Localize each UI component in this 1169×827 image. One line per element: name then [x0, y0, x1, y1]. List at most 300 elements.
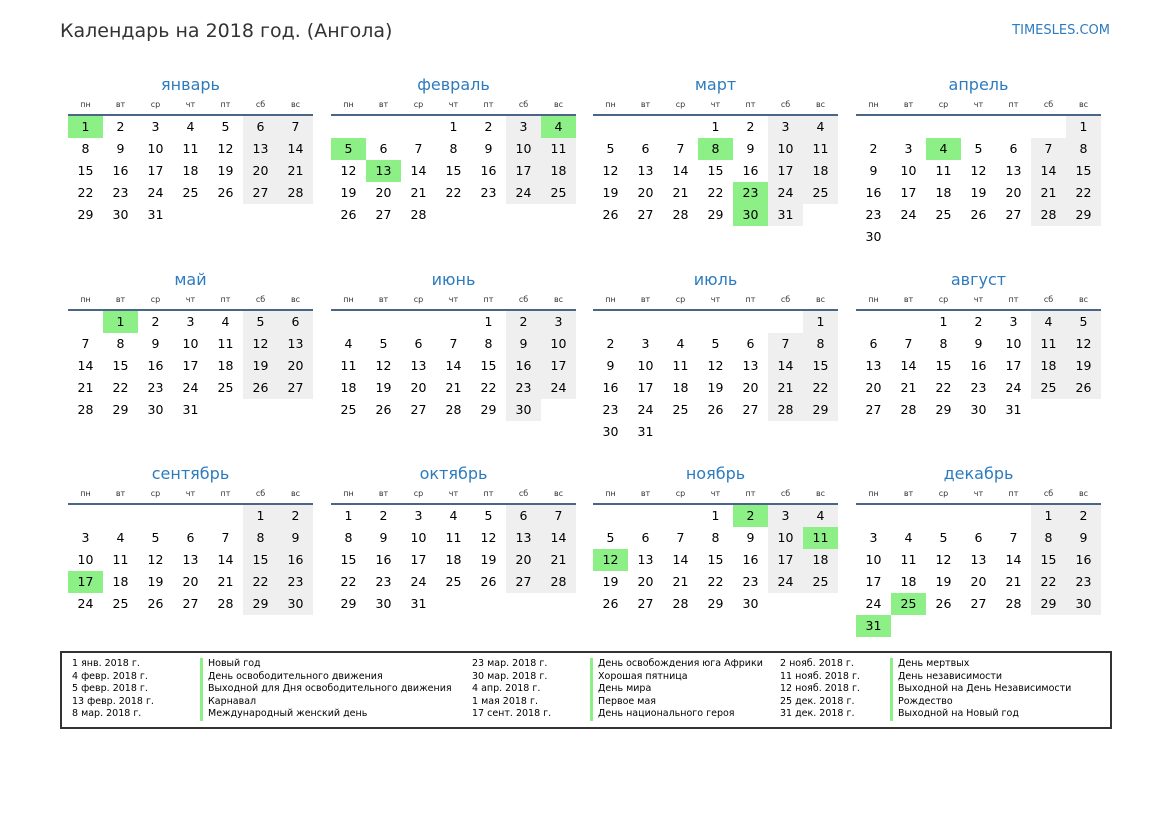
month-name: декабрь [943, 464, 1014, 483]
day-cell: 30 [1066, 593, 1101, 615]
day-cell: 9 [1066, 527, 1101, 549]
day-cell: 14 [1005, 552, 1022, 567]
day-cell: 9 [278, 527, 313, 549]
day-cell: 20 [637, 574, 654, 589]
weekday-label: пн [868, 100, 879, 109]
weekday-label: пн [80, 100, 91, 109]
weekday-label: чт [448, 295, 459, 304]
day-cell: 18 [445, 552, 462, 567]
empty-day-cell [663, 505, 698, 527]
day-cell: 18 [112, 574, 129, 589]
day-cell: 21 [410, 185, 427, 200]
month-name: сентябрь [151, 464, 230, 483]
day-cell: 19 [602, 185, 619, 200]
day-cell: 23 [970, 380, 987, 395]
day-cell: 2 [116, 119, 125, 134]
day-cell: 27 [243, 182, 278, 204]
day-cell: 17 [147, 163, 164, 178]
weekday-label: пт [1008, 100, 1019, 109]
day-cell: 7 [676, 530, 685, 545]
day-cell: 29 [243, 593, 278, 615]
holiday-date: 5 февр. 2018 г. [72, 683, 148, 695]
day-cell: 10 [77, 552, 94, 567]
day-cell: 8 [484, 336, 493, 351]
days-grid [68, 311, 313, 421]
weekday-label: вт [378, 489, 389, 498]
weekday-label: ср [413, 295, 424, 304]
day-cell: 11 [541, 138, 576, 160]
day-cell: 9 [746, 141, 755, 156]
day-cell: 4 [221, 314, 230, 329]
day-cell: 28 [278, 182, 313, 204]
empty-day-cell [68, 311, 103, 333]
days-grid [856, 116, 1101, 248]
weekday-header [593, 98, 838, 112]
day-cell: 16 [742, 163, 759, 178]
holiday-name: День освободительного движения [200, 671, 383, 684]
empty-day-cell [856, 505, 891, 527]
empty-day-cell [366, 116, 401, 138]
holiday-day-cell: 1 [68, 116, 103, 138]
weekday-label: сб [780, 295, 791, 304]
weekday-label: пн [605, 489, 616, 498]
day-cell: 5 [379, 336, 388, 351]
holiday-name: Выходной на Новый год [890, 708, 1019, 721]
day-cell: 17 [637, 380, 654, 395]
empty-day-cell [436, 311, 471, 333]
day-cell: 22 [340, 574, 357, 589]
weekday-label: чт [185, 100, 196, 109]
day-cell: 24 [541, 377, 576, 399]
day-cell: 1 [1066, 116, 1101, 138]
day-cell: 2 [869, 141, 878, 156]
empty-day-cell [663, 116, 698, 138]
weekday-label: пт [220, 489, 231, 498]
day-cell: 9 [746, 530, 755, 545]
holiday-name: Выходной для Дня освободительного движения [200, 683, 452, 696]
holiday-name: День национального героя [590, 708, 735, 721]
month-name: март [694, 75, 737, 94]
day-cell: 22 [112, 380, 129, 395]
weekday-label: чт [710, 100, 721, 109]
day-cell: 17 [900, 185, 917, 200]
day-cell: 14 [1031, 160, 1066, 182]
weekday-label: чт [973, 295, 984, 304]
empty-day-cell [891, 505, 926, 527]
day-cell: 20 [182, 574, 199, 589]
day-cell: 20 [865, 380, 882, 395]
day-cell: 1 [449, 119, 458, 134]
weekday-label: сб [255, 100, 266, 109]
weekday-header [68, 293, 313, 307]
day-cell: 24 [865, 596, 882, 611]
empty-day-cell [961, 116, 996, 138]
day-cell: 23 [112, 185, 129, 200]
holiday-date: 2 нояб. 2018 г. [780, 658, 854, 669]
day-cell: 19 [707, 380, 724, 395]
day-cell: 28 [900, 402, 917, 417]
day-cell: 21 [541, 549, 576, 571]
weekday-label: вт [378, 100, 389, 109]
weekday-label: пт [483, 100, 494, 109]
day-cell: 28 [541, 571, 576, 593]
day-cell: 11 [935, 163, 952, 178]
day-cell: 9 [606, 358, 615, 373]
day-cell: 10 [410, 530, 427, 545]
holiday-name: Новый год [200, 658, 261, 671]
day-cell: 8 [243, 527, 278, 549]
day-cell: 6 [414, 336, 423, 351]
day-cell: 23 [506, 377, 541, 399]
weekday-header [593, 487, 838, 501]
day-cell: 7 [81, 336, 90, 351]
day-cell: 26 [935, 596, 952, 611]
holiday-day-cell: 4 [926, 138, 961, 160]
day-cell: 31 [410, 596, 427, 611]
day-cell: 26 [375, 402, 392, 417]
day-cell: 1 [711, 119, 720, 134]
weekday-label: чт [710, 295, 721, 304]
days-grid [68, 116, 313, 226]
day-cell: 30 [742, 596, 759, 611]
day-cell: 16 [970, 358, 987, 373]
day-cell: 29 [480, 402, 497, 417]
day-cell: 9 [974, 336, 983, 351]
day-cell: 22 [1066, 182, 1101, 204]
day-cell: 19 [217, 163, 234, 178]
holiday-name: День освобождения юга Африки [590, 658, 763, 671]
day-cell: 6 [278, 311, 313, 333]
weekday-label: ср [675, 295, 686, 304]
day-cell: 24 [900, 207, 917, 222]
holiday-name: Международный женский день [200, 708, 367, 721]
month-name: июнь [431, 270, 476, 289]
day-cell: 2 [606, 336, 615, 351]
day-cell: 26 [340, 207, 357, 222]
holiday-date: 4 февр. 2018 г. [72, 670, 148, 682]
month-8 [68, 463, 313, 615]
weekday-label: пн [343, 489, 354, 498]
weekday-label: вс [553, 100, 564, 109]
day-cell: 4 [449, 508, 458, 523]
day-cell: 18 [935, 185, 952, 200]
holiday-name: День мертвых [890, 658, 969, 671]
day-cell: 17 [768, 549, 803, 571]
month-name: август [950, 270, 1007, 289]
day-cell: 8 [449, 141, 458, 156]
day-cell: 17 [541, 355, 576, 377]
day-cell: 7 [676, 141, 685, 156]
day-cell: 27 [742, 402, 759, 417]
month-2 [593, 74, 838, 226]
day-cell: 28 [410, 207, 427, 222]
day-cell: 18 [1031, 355, 1066, 377]
day-cell: 2 [974, 314, 983, 329]
day-cell: 15 [112, 358, 129, 373]
day-cell: 22 [803, 377, 838, 399]
empty-day-cell [401, 311, 436, 333]
weekday-label: пн [868, 295, 879, 304]
day-cell: 6 [746, 336, 755, 351]
day-cell: 1 [803, 311, 838, 333]
day-cell: 6 [1009, 141, 1018, 156]
day-cell: 4 [904, 530, 913, 545]
day-cell: 12 [602, 163, 619, 178]
month-name: октябрь [419, 464, 488, 483]
weekday-label: ср [150, 100, 161, 109]
day-cell: 14 [77, 358, 94, 373]
day-cell: 25 [935, 207, 952, 222]
holiday-name: Выходной на День Независимости [890, 683, 1071, 696]
day-cell: 15 [707, 163, 724, 178]
empty-day-cell [103, 505, 138, 527]
day-cell: 26 [602, 596, 619, 611]
month-1 [331, 74, 576, 226]
day-cell: 11 [217, 336, 234, 351]
weekday-label: вс [1078, 100, 1089, 109]
day-cell: 11 [112, 552, 129, 567]
days-grid [856, 311, 1101, 421]
day-cell: 20 [742, 380, 759, 395]
holiday-name: Рождество [890, 696, 953, 709]
day-cell: 14 [672, 552, 689, 567]
weekday-header [856, 487, 1101, 501]
day-cell: 18 [900, 574, 917, 589]
day-cell: 31 [1005, 402, 1022, 417]
day-cell: 22 [243, 571, 278, 593]
day-cell: 14 [672, 163, 689, 178]
day-cell: 26 [243, 377, 278, 399]
weekday-label: вс [290, 100, 301, 109]
day-cell: 16 [375, 552, 392, 567]
day-cell: 5 [606, 141, 615, 156]
day-cell: 31 [182, 402, 199, 417]
weekday-label: ср [150, 489, 161, 498]
day-cell: 19 [970, 185, 987, 200]
weekday-label: ср [938, 295, 949, 304]
day-cell: 7 [904, 336, 913, 351]
weekday-label: вт [903, 489, 914, 498]
empty-day-cell [366, 311, 401, 333]
day-cell: 13 [637, 163, 654, 178]
day-cell: 20 [970, 574, 987, 589]
day-cell: 11 [340, 358, 357, 373]
day-cell: 28 [1031, 204, 1066, 226]
weekday-label: чт [448, 489, 459, 498]
day-cell: 5 [939, 530, 948, 545]
day-cell: 26 [480, 574, 497, 589]
day-cell: 12 [480, 530, 497, 545]
weekday-label: пт [1008, 295, 1019, 304]
month-0 [68, 74, 313, 226]
month-9 [331, 463, 576, 615]
holiday-day-cell: 8 [698, 138, 733, 160]
empty-day-cell [628, 311, 663, 333]
empty-day-cell [628, 116, 663, 138]
holiday-day-cell: 31 [856, 615, 891, 637]
day-cell: 25 [112, 596, 129, 611]
holiday-date: 30 мар. 2018 г. [472, 670, 548, 682]
day-cell: 5 [1066, 311, 1101, 333]
empty-day-cell [173, 505, 208, 527]
day-cell: 13 [278, 333, 313, 355]
day-cell: 5 [606, 530, 615, 545]
holiday-name: День независимости [890, 671, 1002, 684]
day-cell: 15 [445, 163, 462, 178]
day-cell: 12 [375, 358, 392, 373]
day-cell: 20 [375, 185, 392, 200]
day-cell: 28 [1005, 596, 1022, 611]
day-cell: 19 [340, 185, 357, 200]
day-cell: 18 [803, 549, 838, 571]
day-cell: 28 [768, 399, 803, 421]
day-cell: 10 [1005, 336, 1022, 351]
day-cell: 17 [768, 160, 803, 182]
holiday-day-cell: 11 [803, 527, 838, 549]
holiday-day-cell: 2 [733, 505, 768, 527]
site-link[interactable]: TIMESLES.COM [1012, 23, 1110, 38]
day-cell: 29 [112, 402, 129, 417]
weekday-label: пн [80, 489, 91, 498]
day-cell: 15 [243, 549, 278, 571]
day-cell: 28 [672, 207, 689, 222]
weekday-label: ср [413, 100, 424, 109]
weekday-label: чт [973, 100, 984, 109]
day-cell: 28 [672, 596, 689, 611]
day-cell: 16 [147, 358, 164, 373]
weekday-label: сб [518, 295, 529, 304]
weekday-label: вт [115, 100, 126, 109]
day-cell: 7 [1009, 530, 1018, 545]
day-cell: 6 [641, 141, 650, 156]
day-cell: 15 [1031, 549, 1066, 571]
day-cell: 24 [1005, 380, 1022, 395]
holiday-date: 1 янв. 2018 г. [72, 658, 140, 669]
day-cell: 27 [410, 402, 427, 417]
holiday-day-cell: 23 [733, 182, 768, 204]
day-cell: 3 [414, 508, 423, 523]
day-cell: 16 [1066, 549, 1101, 571]
day-cell: 22 [480, 380, 497, 395]
day-cell: 13 [637, 552, 654, 567]
day-cell: 24 [182, 380, 199, 395]
day-cell: 9 [506, 333, 541, 355]
day-cell: 1 [1031, 505, 1066, 527]
day-cell: 24 [768, 571, 803, 593]
weekday-label: чт [185, 489, 196, 498]
day-cell: 23 [742, 574, 759, 589]
day-cell: 6 [186, 530, 195, 545]
day-cell: 5 [151, 530, 160, 545]
day-cell: 25 [445, 574, 462, 589]
day-cell: 19 [147, 574, 164, 589]
weekday-label: вт [640, 489, 651, 498]
holiday-legend [60, 651, 1112, 729]
day-cell: 20 [637, 185, 654, 200]
day-cell: 27 [1005, 207, 1022, 222]
day-cell: 25 [217, 380, 234, 395]
day-cell: 12 [340, 163, 357, 178]
day-cell: 8 [116, 336, 125, 351]
day-cell: 18 [182, 163, 199, 178]
month-name: июль [693, 270, 738, 289]
day-cell: 12 [217, 141, 234, 156]
weekday-label: сб [518, 100, 529, 109]
holiday-date: 11 нояб. 2018 г. [780, 670, 860, 682]
weekday-label: сб [255, 489, 266, 498]
day-cell: 19 [935, 574, 952, 589]
weekday-label: ср [675, 489, 686, 498]
day-cell: 3 [151, 119, 160, 134]
weekday-label: вс [290, 295, 301, 304]
weekday-label: чт [448, 100, 459, 109]
day-cell: 10 [541, 333, 576, 355]
day-cell: 25 [803, 571, 838, 593]
weekday-label: пт [220, 295, 231, 304]
day-cell: 16 [506, 355, 541, 377]
day-cell: 5 [243, 311, 278, 333]
day-cell: 9 [484, 141, 493, 156]
day-cell: 1 [344, 508, 353, 523]
day-cell: 7 [414, 141, 423, 156]
day-cell: 15 [935, 358, 952, 373]
day-cell: 7 [541, 505, 576, 527]
day-cell: 12 [147, 552, 164, 567]
weekday-label: ср [938, 100, 949, 109]
day-cell: 29 [1031, 593, 1066, 615]
day-cell: 27 [637, 596, 654, 611]
day-cell: 25 [340, 402, 357, 417]
day-cell: 22 [445, 185, 462, 200]
holiday-day-cell: 5 [331, 138, 366, 160]
day-cell: 6 [641, 530, 650, 545]
day-cell: 15 [803, 355, 838, 377]
day-cell: 20 [410, 380, 427, 395]
day-cell: 23 [278, 571, 313, 593]
day-cell: 29 [707, 207, 724, 222]
days-grid [331, 505, 576, 615]
empty-day-cell [856, 116, 891, 138]
day-cell: 26 [1066, 377, 1101, 399]
day-cell: 21 [217, 574, 234, 589]
day-cell: 25 [803, 182, 838, 204]
month-10 [593, 463, 838, 615]
day-cell: 31 [637, 424, 654, 439]
day-cell: 26 [147, 596, 164, 611]
day-cell: 13 [410, 358, 427, 373]
day-cell: 18 [672, 380, 689, 395]
weekday-header [331, 98, 576, 112]
day-cell: 12 [243, 333, 278, 355]
month-name: ноябрь [685, 464, 746, 483]
day-cell: 20 [243, 160, 278, 182]
day-cell: 30 [602, 424, 619, 439]
holiday-date: 31 дек. 2018 г. [780, 708, 855, 720]
day-cell: 2 [379, 508, 388, 523]
day-cell: 17 [1005, 358, 1022, 373]
day-cell: 19 [602, 574, 619, 589]
weekday-label: чт [710, 489, 721, 498]
day-cell: 3 [186, 314, 195, 329]
empty-day-cell [593, 311, 628, 333]
day-cell: 4 [1031, 311, 1066, 333]
weekday-label: сб [1043, 489, 1054, 498]
month-5 [331, 269, 576, 421]
day-cell: 7 [768, 333, 803, 355]
weekday-label: пт [745, 100, 756, 109]
day-cell: 27 [970, 596, 987, 611]
day-cell: 8 [803, 333, 838, 355]
